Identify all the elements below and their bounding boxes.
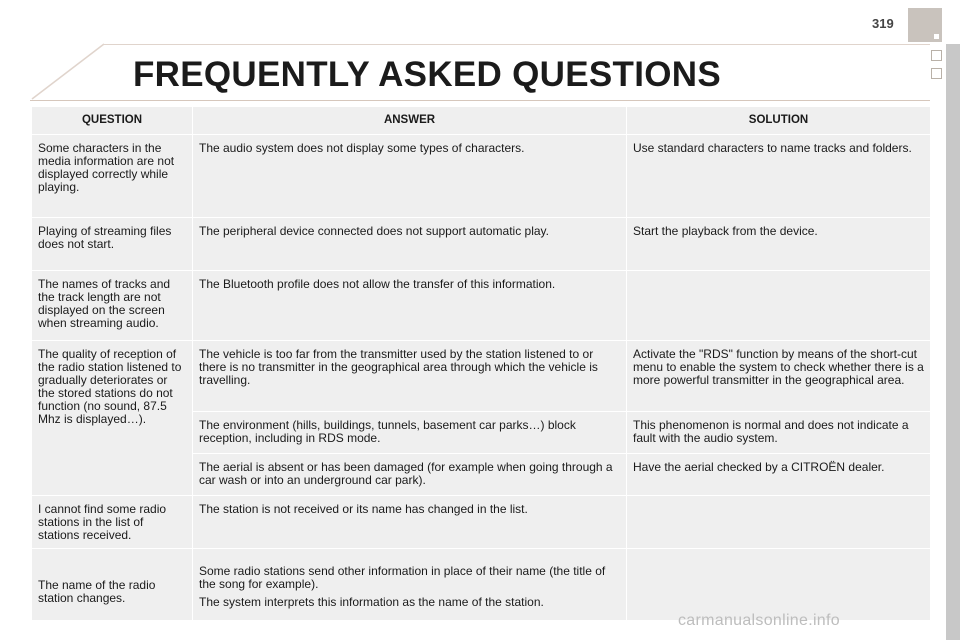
table-row <box>32 549 931 621</box>
question-cell: The names of tracks and the track length are not displayed on the screen when streaming audio. <box>32 271 193 341</box>
header-answer: ANSWER <box>193 107 627 135</box>
answer-cell <box>193 549 627 621</box>
side-scroll-strip <box>946 44 960 640</box>
table-row <box>32 271 931 341</box>
table-row <box>32 135 931 218</box>
answer-cell: The environment (hills, buildings, tunnels, basement car parks…) block reception, including in RDS mode. <box>193 412 627 454</box>
solution-cell <box>627 271 931 341</box>
answer-cell: The station is not received or its name has changed in the list. <box>193 496 627 549</box>
side-marker-box-1 <box>931 50 942 61</box>
question-cell: I cannot find some radio stations in the list of stations received. <box>32 496 193 549</box>
solution-cell: Activate the "RDS" function by means of the short-cut menu to enable the system to check whether there is a more powerful transmitter in the geographical area. <box>627 341 931 412</box>
corner-tab <box>908 8 942 42</box>
table-row <box>32 218 931 271</box>
answer-cell: The vehicle is too far from the transmitter used by the station listened to or there is no transmitter in the geographical area through which the vehicle is travelling. <box>193 341 627 412</box>
answer-cell: The aerial is absent or has been damaged (for example when going through a car wash or into an underground car park). <box>193 454 627 496</box>
solution-cell: Use standard characters to name tracks and folders. <box>627 135 931 218</box>
page-title: FREQUENTLY ASKED QUESTIONS <box>133 55 721 94</box>
table-row <box>32 496 931 549</box>
question-cell: The quality of reception of the radio station listened to gradually deteriorates or the stored stations do not function (no sound, 87.5 Mhz is displayed…). <box>32 341 193 496</box>
question-cell: Some characters in the media information are not displayed correctly while playing. <box>32 135 193 218</box>
header-question: QUESTION <box>32 107 193 135</box>
question-cell: The name of the radio station changes. <box>32 549 193 621</box>
header-top-rule <box>104 44 930 45</box>
faq-table <box>31 106 931 621</box>
table-header-row <box>32 107 931 135</box>
corner-tab-dot <box>934 34 939 39</box>
answer-cell: The audio system does not display some types of characters. <box>193 135 627 218</box>
answer-paragraph: Some radio stations send other information in place of their name (the title of the song for example). <box>199 564 606 591</box>
answer-cell: The peripheral device connected does not support automatic play. <box>193 218 627 271</box>
answer-cell: The Bluetooth profile does not allow the transfer of this information. <box>193 271 627 341</box>
side-marker-box-2 <box>931 68 942 79</box>
header-corner-decoration <box>30 42 112 100</box>
table-row <box>32 341 931 412</box>
solution-cell <box>627 496 931 549</box>
question-cell: Playing of streaming files does not start. <box>32 218 193 271</box>
header-solution: SOLUTION <box>627 107 931 135</box>
solution-cell: Start the playback from the device. <box>627 218 931 271</box>
page-number: 319 <box>872 16 894 31</box>
header-bottom-rule <box>30 100 930 101</box>
solution-cell <box>627 549 931 621</box>
site-watermark: carmanualsonline.info <box>678 612 840 629</box>
solution-cell: Have the aerial checked by a CITROËN dealer. <box>627 454 931 496</box>
answer-paragraph: The system interprets this information as the name of the station. <box>199 595 544 609</box>
solution-cell: This phenomenon is normal and does not indicate a fault with the audio system. <box>627 412 931 454</box>
